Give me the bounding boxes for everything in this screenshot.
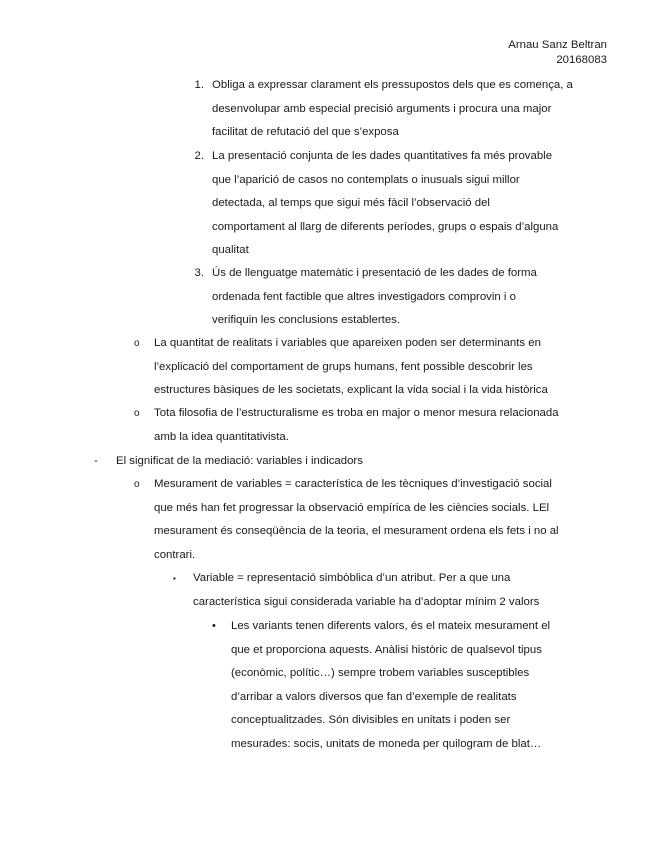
text-line: conceptualitzades. Són divisibles en unitats i poden ser — [231, 714, 511, 726]
text-line: que més han fet progressar la observació empírica de les ciències socials. LEl — [154, 501, 550, 514]
text-line: comportament al llarg de diferents períodes, grups o espais d’alguna — [212, 220, 559, 233]
text-line: que et proporciona aquests. Anàlisi històric de qualsevol tipus — [231, 643, 542, 656]
text-line: Ús de llenguatge matemàtic i presentació de les dades de forma — [212, 267, 537, 279]
text-line: qualitat — [212, 244, 249, 256]
author-name: Arnau Sanz Beltran — [508, 39, 607, 51]
list-marker-circle: o — [134, 479, 140, 490]
circle-list-item — [154, 332, 548, 403]
text-line: (econòmic, polític…) sempre trobem variables susceptibles — [231, 667, 530, 679]
text-line: d’arribar a valors diversos que fan d’exemple de realitats — [231, 690, 517, 703]
list-marker-number: 2. — [194, 150, 204, 162]
text-line: Les variants tenen diferents valors, és el mateix mesurament el — [231, 620, 551, 632]
text-line: mesurades: socis, unitats de moneda per quilogram de blat… — [231, 737, 542, 750]
numbered-list-item — [212, 262, 537, 333]
text-line: Tota filosofia de l’estructuralisme es troba en major o menor mesura relacionada — [154, 407, 559, 419]
text-line: desenvolupar amb especial precisió arguments i procura una major — [212, 102, 552, 115]
text-line: que l’aparició de casos no contemplats o inusuals sigui millor — [212, 173, 520, 186]
text-line: detectada, al temps que sigui més fàcil l’observació del — [212, 197, 490, 209]
text-line: La presentació conjunta de les dades quantitatives fa més provable — [212, 150, 553, 162]
list-marker-circle: o — [134, 338, 140, 349]
text-line: facilitat de refutació del que s’exposa — [212, 126, 399, 138]
square-list-item — [193, 567, 539, 614]
list-marker-dash: - — [94, 455, 98, 467]
list-marker-square: ▪ — [173, 574, 176, 583]
list-marker-circle: o — [134, 408, 140, 419]
numbered-list-item — [212, 74, 573, 145]
text-line: contrari. — [154, 548, 196, 561]
text-line: l’explicació del comportament de grups humans, fent possible descobrir les — [154, 360, 533, 373]
text-line: Variable = representació simbòblica d’un atribut. Per a que una — [193, 572, 511, 584]
text-line: estructures bàsiques de les societats, explicant la vida social i la vida històrica — [154, 384, 548, 396]
text-line: mesurament és conseqüència de la teoria, el mesurament ordena els fets i no al — [154, 525, 559, 537]
text-line: Obliga a expressar clarament els pressupostos dels que es comença, a — [212, 79, 573, 91]
list-marker-dot: • — [212, 620, 216, 632]
text-line: ordenada fent factible que altres investigadors comprovin i o — [212, 290, 516, 303]
text-line: verifiquin les conclusions establertes. — [212, 314, 401, 326]
dot-list-item — [231, 615, 550, 756]
section-heading: El significat de la mediació: variables i indicadors — [116, 455, 363, 467]
numbered-list-item — [212, 145, 558, 263]
dash-list-item — [116, 450, 363, 474]
page-header — [508, 38, 607, 68]
text-line: La quantitat de realitats i variables que apareixen poden ser determinants en — [154, 337, 541, 349]
circle-list-item — [154, 473, 559, 567]
circle-list-item — [154, 402, 559, 449]
text-line: característica sigui considerada variable ha d’adoptar mínim 2 valors — [193, 595, 540, 608]
list-marker-number: 1. — [194, 79, 204, 91]
text-line: amb la idea quantitativista. — [154, 430, 289, 443]
student-id: 20168083 — [556, 54, 607, 66]
text-line: Mesurament de variables = característica de les tècniques d’investigació social — [154, 478, 552, 490]
list-marker-number: 3. — [194, 267, 204, 279]
